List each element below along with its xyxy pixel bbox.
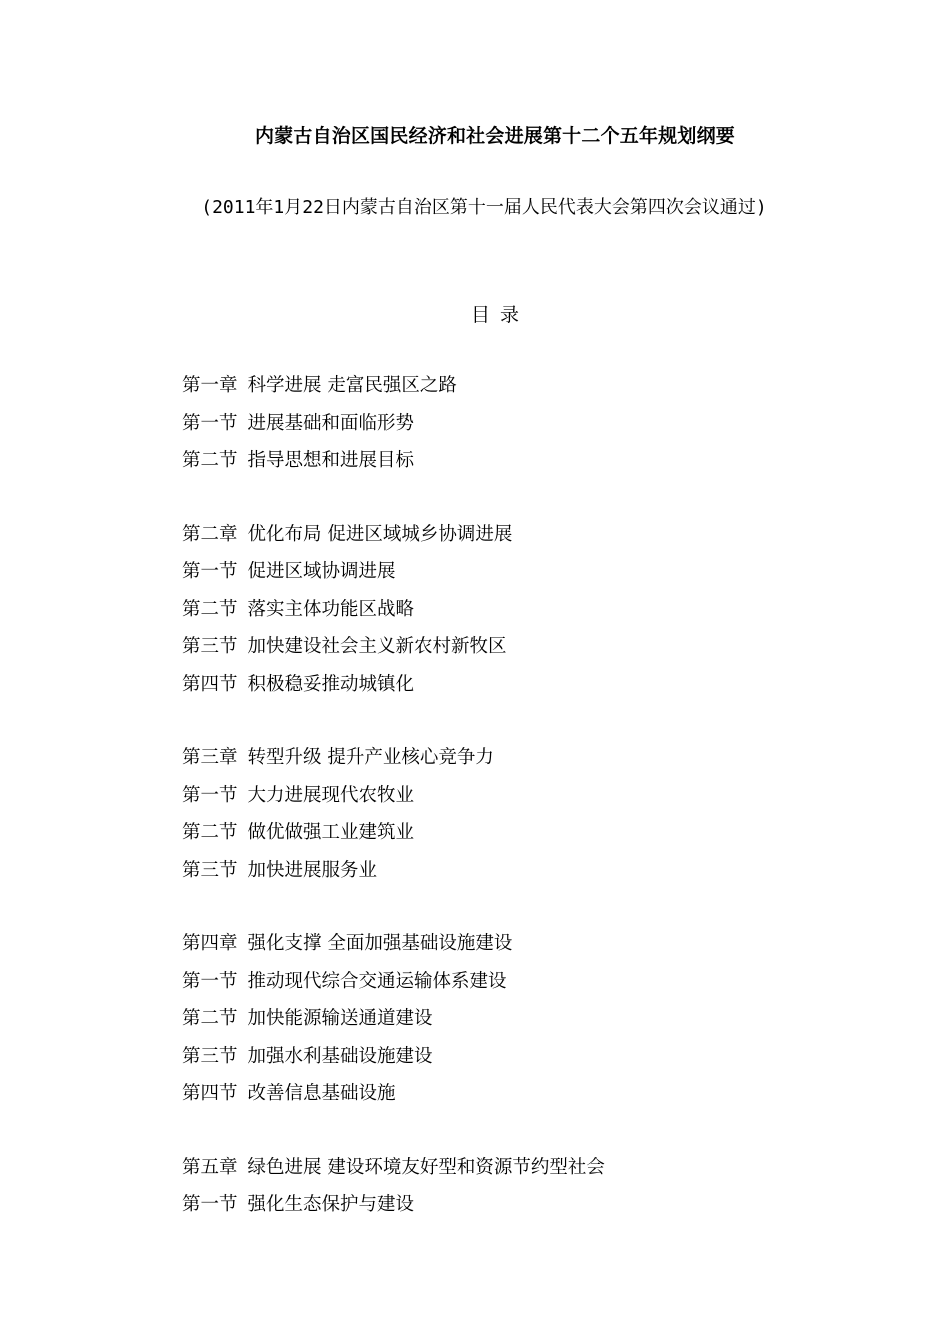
toc-chapter-number: 第五章 <box>182 1156 238 1178</box>
toc-section-title: 大力进展现代农牧业 <box>247 784 415 806</box>
toc-chapter <box>182 522 882 560</box>
toc-section <box>182 1044 882 1082</box>
table-of-contents <box>182 373 882 1266</box>
toc-section-title: 加快能源输送通道建设 <box>247 1008 433 1029</box>
toc-section <box>182 597 882 635</box>
toc-chapter-group <box>182 1155 882 1230</box>
toc-section-title: 指导思想和进展目标 <box>247 450 415 471</box>
toc-section <box>182 448 882 486</box>
toc-chapter-number: 第四章 <box>182 933 238 954</box>
toc-chapter-title: 转型升级 提升产业核心竞争力 <box>247 747 494 768</box>
toc-section-number: 第二节 <box>182 1008 238 1029</box>
toc-section <box>182 820 882 858</box>
toc-section-title: 加快进展服务业 <box>247 859 378 881</box>
toc-section-title: 改善信息基础设施 <box>247 1083 396 1104</box>
toc-section <box>182 969 882 1007</box>
toc-section <box>182 858 882 896</box>
toc-chapter-group <box>182 745 882 895</box>
toc-section <box>182 559 882 597</box>
toc-section <box>182 1081 882 1119</box>
toc-section-title: 做优做强工业建筑业 <box>247 822 415 843</box>
toc-chapter-title: 优化布局 促进区域城乡协调进展 <box>247 523 513 545</box>
toc-section-title: 加强水利基础设施建设 <box>247 1045 433 1067</box>
toc-chapter <box>182 745 882 783</box>
toc-section-title: 进展基础和面临形势 <box>247 412 415 434</box>
toc-section <box>182 634 882 672</box>
toc-chapter <box>182 931 882 969</box>
toc-chapter-group <box>182 373 882 486</box>
toc-chapter <box>182 373 882 411</box>
toc-section-title: 加快建设社会主义新农村新牧区 <box>247 636 507 657</box>
toc-chapter-number: 第一章 <box>182 375 238 396</box>
toc-section-number: 第一节 <box>182 784 238 806</box>
toc-chapter-title: 绿色进展 建设环境友好型和资源节约型社会 <box>247 1156 605 1178</box>
toc-section-number: 第一节 <box>182 561 238 582</box>
toc-section-number: 第四节 <box>182 673 238 695</box>
toc-section-number: 第三节 <box>182 1045 238 1067</box>
toc-chapter-title: 科学进展 走富民强区之路 <box>247 375 457 396</box>
toc-heading-char: 录 <box>500 304 520 326</box>
toc-section-title: 推动现代综合交通运输体系建设 <box>247 970 507 992</box>
toc-section-number: 第一节 <box>182 1194 238 1215</box>
toc-chapter-number: 第二章 <box>182 523 238 545</box>
toc-heading <box>0 302 950 328</box>
toc-section-title: 促进区域协调进展 <box>247 561 396 582</box>
toc-section-title: 积极稳妥推动城镇化 <box>247 673 415 695</box>
toc-section-number: 第三节 <box>182 859 238 881</box>
toc-heading-char: 目 <box>470 304 490 326</box>
document-title: 内蒙古自治区国民经济和社会进展第十二个五年规划纲要 <box>254 125 735 147</box>
toc-chapter <box>182 1155 882 1193</box>
toc-chapter-title: 强化支撑 全面加强基础设施建设 <box>247 933 513 954</box>
toc-section <box>182 783 882 821</box>
toc-section-number: 第二节 <box>182 822 238 843</box>
document-subtitle: (2011年1月22日内蒙古自治区第十一届人民代表大会第四次会议通过) <box>201 197 767 218</box>
toc-section-number: 第一节 <box>182 412 238 434</box>
toc-section-number: 第四节 <box>182 1083 238 1104</box>
toc-section-number: 第二节 <box>182 598 238 620</box>
toc-section-title: 落实主体功能区战略 <box>247 598 415 620</box>
toc-chapter-number: 第三章 <box>182 747 238 768</box>
toc-section-number: 第三节 <box>182 636 238 657</box>
toc-section-number: 第二节 <box>182 450 238 471</box>
toc-section-number: 第一节 <box>182 970 238 992</box>
toc-section-title: 强化生态保护与建设 <box>247 1194 415 1215</box>
toc-section <box>182 1192 882 1230</box>
toc-section <box>182 411 882 449</box>
toc-chapter-group <box>182 931 882 1119</box>
toc-section <box>182 672 882 710</box>
toc-section <box>182 1006 882 1044</box>
toc-chapter-group <box>182 522 882 710</box>
